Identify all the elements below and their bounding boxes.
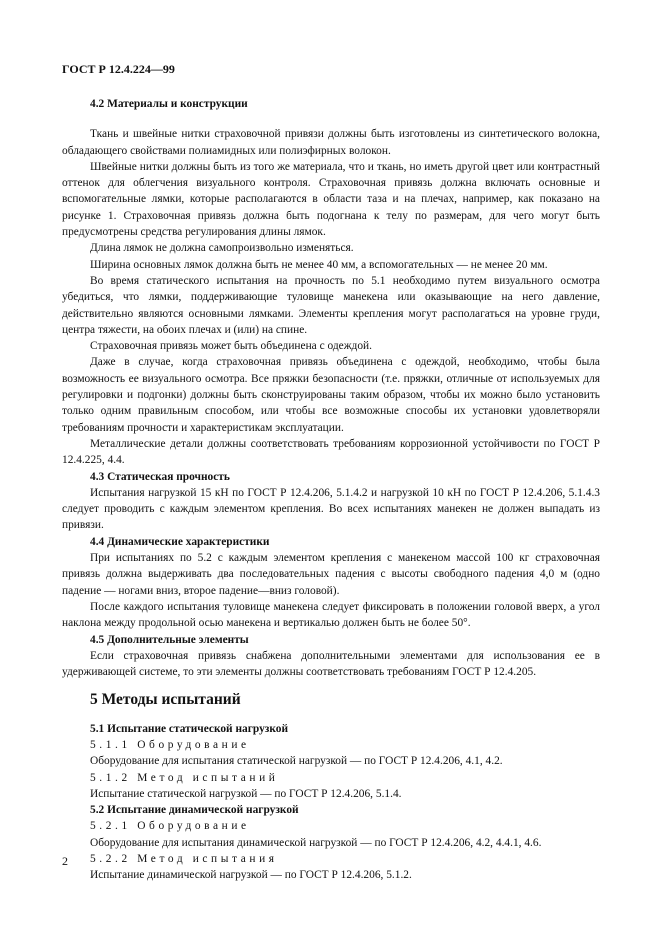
paragraph: Длина лямок не должна самопроизвольно изменяться.: [90, 242, 354, 255]
paragraph: Испытание статической нагрузкой — по ГОСТ Р 12.4.206, 5.1.4.: [90, 787, 402, 800]
paragraph: Во время статического испытания на прочность по 5.1 необходимо путем визуального осмотра убедиться, что лямки, поддерживающие туловище манекена или оказывающие на него давление, действительно являются основными лямками. Элементы крепления могут располагаться на уровне груди, центра тяжести, на обоих плечах и (или) на спине.: [62, 274, 600, 336]
paragraph: При испытаниях по 5.2 с каждым элементом крепления с манекеном массой 100 кг страховочная привязь должна выдерживать два последовательных падения с высоты свободного падения 4,0 м (одно падение — ногами вниз, второе падение—вниз головой).: [62, 552, 600, 597]
subsection-label-5-2-2: 5.2.2 Метод испытания: [90, 853, 278, 866]
section-heading-4-5: 4.5 Дополнительные элементы: [90, 633, 249, 646]
section-heading-5-2: 5.2 Испытание динамической нагрузкой: [90, 804, 299, 817]
paragraph: Оборудование для испытания статической нагрузкой — по ГОСТ Р 12.4.206, 4.1, 4.2.: [90, 755, 503, 768]
paragraph: Испытание динамической нагрузкой — по ГОСТ Р 12.4.206, 5.1.2.: [90, 869, 412, 882]
paragraph: Металлические детали должны соответствовать требованиям коррозионной устойчивости по ГОСТ Р 12.4.225, 4.4.: [62, 437, 600, 467]
paragraph: Ширина основных лямок должна быть не менее 40 мм, а вспомогательных — не менее 20 мм.: [90, 258, 548, 271]
subsection-label-5-1-1: 5.1.1 Оборудование: [90, 738, 250, 751]
subsection-label-5-1-2: 5.1.2 Метод испытаний: [90, 771, 279, 784]
page-content: [62, 96, 600, 884]
subsection-label-5-2-1: 5.2.1 Оборудование: [90, 820, 250, 833]
paragraph: Если страховочная привязь снабжена дополнительными элементами для использования ее в удерживающей системе, то эти элементы должны соответствовать требованиям ГОСТ Р 12.4.205.: [62, 649, 600, 679]
paragraph: Оборудование для испытания динамической нагрузкой — по ГОСТ Р 12.4.206, 4.2, 4.4.1, 4.6.: [90, 836, 542, 849]
section-heading-4-2: 4.2 Материалы и конструкции: [90, 98, 248, 110]
paragraph: Испытания нагрузкой 15 кН по ГОСТ Р 12.4.206, 5.1.4.2 и нагрузкой 10 кН по ГОСТ Р 12.4.206, 5.1.4.3 следует проводить с каждым элементом крепления. Во всех испытаниях манекен не должен выпадать из привязи.: [62, 486, 600, 532]
section-heading-4-4: 4.4 Динамические характеристики: [90, 535, 270, 548]
document-header: ГОСТ Р 12.4.224—99: [62, 62, 175, 76]
paragraph: Страховочная привязь может быть объединена с одеждой.: [90, 340, 372, 353]
paragraph: После каждого испытания туловище манекена следует фиксировать в положении головой вверх, а угол наклона между продольной осью манекена и вертикалью должен быть не более 50°.: [62, 600, 600, 630]
section-heading-5-1: 5.1 Испытание статической нагрузкой: [90, 722, 289, 735]
paragraph: Ткань и швейные нитки страховочной привязи должны быть изготовлены из синтетического волокна, обладающего свойствами полиамидных или полиэфирных волокон.: [62, 128, 600, 157]
paragraph: Даже в случае, когда страховочная привязь объединена с одеждой, необходимо, чтобы была возможность ее визуального осмотра. Все пряжки безопасности (т.е. пряжки, отличные от используемых для регулировки и подгонки) должны быть сконструированы таким образом, чтобы их можно было установить только одним правильным способом, или чтобы все возможные способы их установки удовлетворяли требованиям прочности и характеристикам эксплуатации.: [62, 356, 600, 434]
section-heading-5: 5 Методы испытаний: [90, 691, 241, 709]
paragraph: Швейные нитки должны быть из того же материала, что и ткань, но иметь другой цвет или контрастный оттенок для облегчения визуального контроля. Страховочная привязь должна включать основные и вспомогательные лямки, которые располагаются в области таза и на плечах, например, как показано на рисунке 1. Страховочная привязь должна быть подогнана к телу по размерам, для чего могут быть предусмотрены средства регулирования длины лямок.: [62, 160, 600, 239]
section-heading-4-3: 4.3 Статическая прочность: [90, 470, 230, 483]
page-number: 2: [62, 854, 68, 868]
